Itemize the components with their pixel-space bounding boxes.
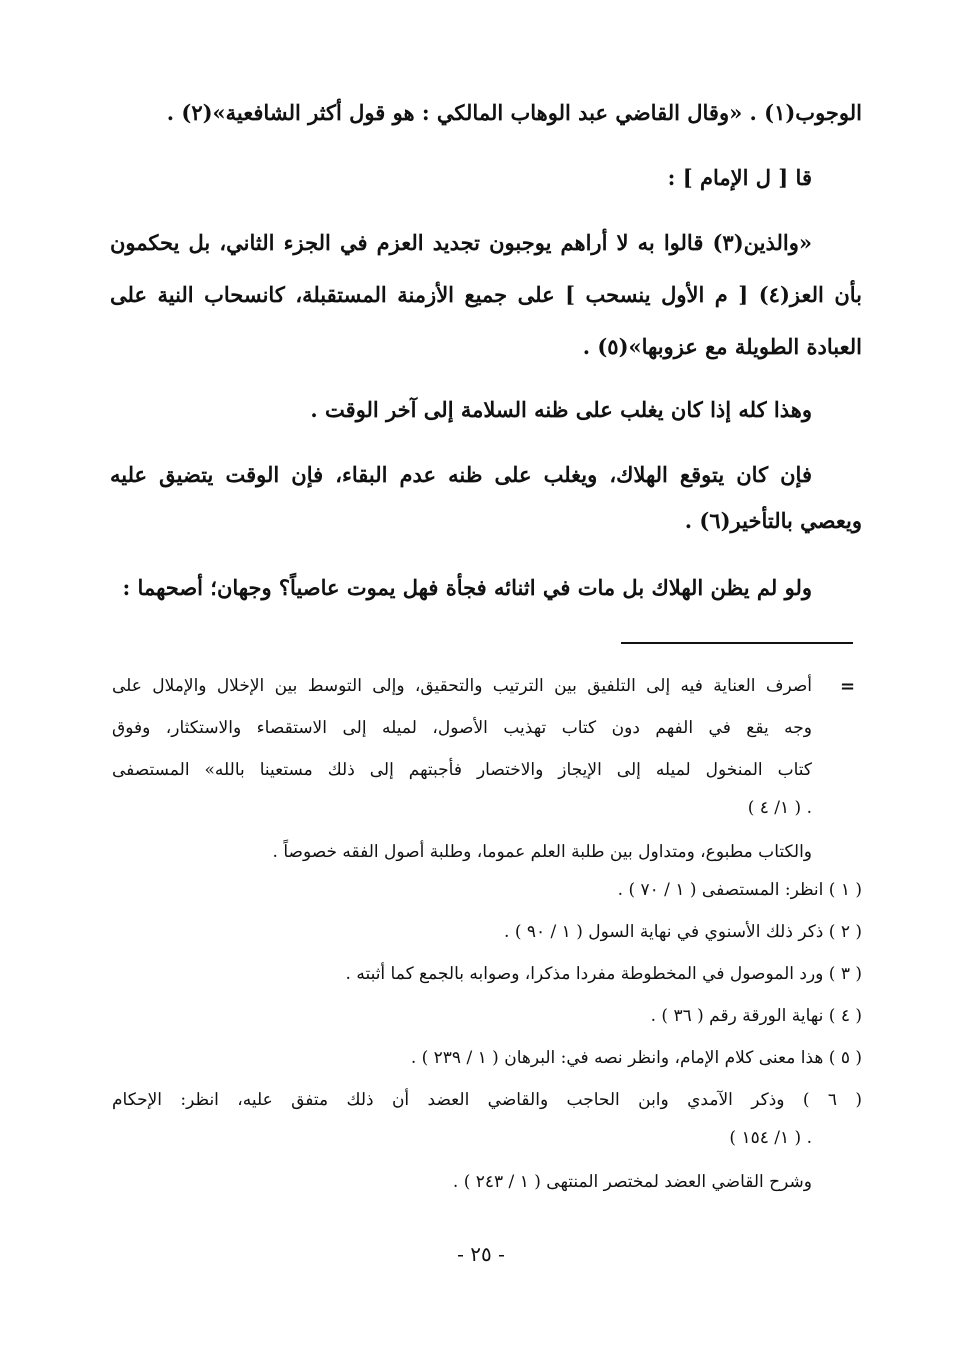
footnote-3: ( ٣ ) ورد الموصول في المخطوطة مفردا مذكرا، وصوابه بالجمع كما أثبته . <box>345 964 862 984</box>
footnote-6-extra: وشرح القاضي العضد لمختصر المنتهى ( ١ / ٢٤٣ ) . <box>452 1172 812 1192</box>
footnote-6-continued: ( ١/ ١٥٤ ) . <box>729 1128 812 1148</box>
footnote-separator <box>621 642 853 644</box>
footnote-6: ( ٦ ) وذكر الآمدي وابن الحاجب والقاضي العضد أن ذلك متفق عليه، انظر: الإحكام <box>112 1090 862 1110</box>
body-line-8: ويعصي بالتأخير(٦) . <box>684 508 862 533</box>
body-line-7: فإن كان يتوقع الهلاك، ويغلب على ظنه عدم البقاء، فإن الوقت يتضيق عليه <box>110 462 812 487</box>
footnote-line-4: ( ١/ ٤ ) . <box>747 798 812 818</box>
footnote-line-5: والكتاب مطبوع، ومتداول بين طلبة العلم عموما، وطلبة أصول الفقه خصوصاً . <box>272 842 812 862</box>
footnote-line-3: كتاب المنخول لميله إلى الإيجاز والاختصار فأجبتهم إلى ذلك مستعينا بالله» المستصفى <box>112 760 812 780</box>
body-line-3: «والذين(٣) قالوا به لا أراهم يوجبون تجديد العزم في الجزء الثاني، بل يحكمون <box>110 230 812 255</box>
footnote-line-1: أصرف العناية فيه إلى التلفيق بين الترتيب والتحقيق، وإلى التوسط بين الإخلال والإملال على <box>112 676 812 696</box>
body-line-6: وهذا كله إذا كان يغلب على ظنه السلامة إلى آخر الوقت . <box>310 397 812 422</box>
footnote-2: ( ٢ ) ذكر ذلك الأسنوي في نهاية السول ( ١ / ٩٠ ) . <box>504 922 862 942</box>
body-line-4: بأن العز(٤) [ م الأول ينسحب ] على جميع الأزمنة المستقبلة، كانسحاب النية على <box>110 282 862 307</box>
footnote-4: ( ٤ ) نهاية الورقة رقم ( ٣٦ ) . <box>650 1006 862 1026</box>
body-line-5: العبادة الطويلة مع عزوبها»(٥) . <box>582 334 862 359</box>
body-line-2: قا [ ل الإمام ] : <box>667 165 812 190</box>
footnote-continuation-marker: = <box>840 676 856 697</box>
page-number: - ٢٥ - <box>457 1242 505 1266</box>
footnote-5: ( ٥ ) هذا معنى كلام الإمام، وانظر نصه في: البرهان ( ١ / ٢٣٩ ) . <box>410 1048 862 1068</box>
footnote-1: ( ١ ) انظر: المستصفى ( ١ / ٧٠ ) . <box>617 880 862 900</box>
body-line-9: ولو لم يظن الهلاك بل مات في اثنائه فجأة فهل يموت عاصياً؟ وجهان؛ أصحهما : <box>122 575 812 600</box>
body-line-1: الوجوب(١) . «وقال القاضي عبد الوهاب المالكي : هو قول أكثر الشافعية»(٢) . <box>166 100 862 125</box>
footnote-line-2: وجه يقع في الفهم دون كتاب تهذيب الأصول، لميله إلى الاستقصاء والاستكثار، وفوق <box>112 718 812 738</box>
